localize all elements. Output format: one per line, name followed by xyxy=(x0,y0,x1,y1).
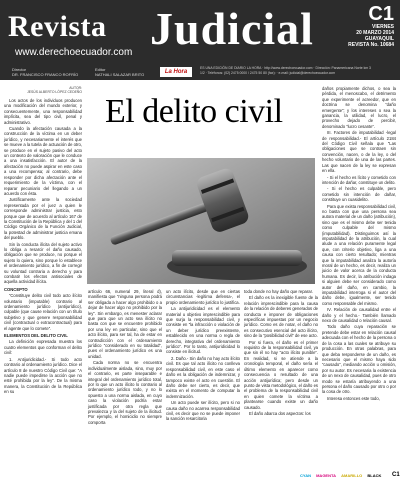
section-heading: ELEMENTOS DEL DELITO CIVIL xyxy=(4,333,68,339)
color-registration xyxy=(300,473,385,478)
masthead xyxy=(0,0,400,80)
paragraph: 2. Daño.- Sin daño no hay acto ilícito civil. Es que tal acto ilícito no conlleva responsabilidad civil, en este caso el daño es la obligación de indemnizar, y tampoco existe el acto en cuestión. El daño debe ser cierto, es decir, que exista en el momento de computar la indemnización. xyxy=(166,355,240,399)
paragraph: Por si fuera, el daño es el primer requisito de la responsabilidad civil, ya que sin él no hay “acto ilícito punible”. En realidad, si se atiende a la cronología temporal, el daño sería el último elemento en aparecer como consecuencia o resultado de una acción antijurídica; pero desde un punto de vista metodológico, el daño es el problema de la responsabilidad civil en quien comete la víctima a plantearse cuando existe un daño causado. xyxy=(244,339,318,410)
byline-label: AUTOR: xyxy=(69,86,82,90)
color-black: BLACK xyxy=(367,473,382,478)
brand-judicial: Judicial xyxy=(150,3,314,54)
paragraph: III. Factores de imputabilidad -legal de responsabilidad.- El artículo 2184 del Código Civil señala que “Las obligaciones que se contraen sin convención, nacen, o de la ley, o del hecho voluntario de una de las partes. Las que nacen de la ley se expresan en ella. xyxy=(322,130,396,174)
paragraph: El daño abarca dos aspectos: los xyxy=(249,410,311,416)
paragraph: Todo daño cuya reparación se pretende debe estar en relación causal adecuada con el hecho de la persona o de la cosa a las cuales se atribuye su producción. En otras palabras, para que deba responderse de un daño, es necesario que el mismo haya sido “causado”, mediando acción u omisión, por su autor. Es necesaria la existencia de un nexo de causalidad, pues de otro modo se estaría atribuyendo a una persona el daño causado por otro o por la cosa de otro. xyxy=(322,324,396,395)
page-label: C1 xyxy=(368,3,394,25)
color-cyan: CYAN xyxy=(300,473,311,478)
color-yellow: AMARILLO xyxy=(341,473,363,478)
edition-line: GUAYAQUIL xyxy=(364,36,394,42)
edition-info xyxy=(326,4,394,48)
article-column-1 xyxy=(4,86,82,396)
article-column-3 xyxy=(166,289,240,423)
paragraph: - Si el hecho es culpable, pero cometido sin intención de dañar, constituye un cuasidelito. xyxy=(322,186,396,203)
byline-author: JESÚS ALBERTO LÓPEZ CEDEÑO xyxy=(27,90,82,94)
paragraph: Justificamente ante la sociedad representada por el juez a quien le corresponde administrar justicia, esto porque que de acuerdo al artículo 167 de la Constitución de la República y del 1 del Código Orgánico de la Función Judicial, la potestad de administrar justicia emana del pueblo. xyxy=(4,197,82,241)
gavel-photo xyxy=(87,158,315,284)
edition-line: VIERNES xyxy=(372,24,394,30)
article-column-2 xyxy=(88,289,162,426)
credit-name: NATHALI SALAZAR BRITO xyxy=(95,72,145,77)
paragraph: Interesa entonces este todo, xyxy=(327,395,380,401)
paragraph: El daño es la inexigible fuente de la relación imprescindible para la causa de la relación de deberes generados de conducta e imponer de obligaciones específicas impuestas por un negocio jurídico. Como es de notar, el daño no es consecutivo esencial del acto ilícito, sino de la “posibilidad civil” de ese acto. xyxy=(244,295,318,339)
credit-director xyxy=(12,67,78,77)
color-magenta: MAGENTA xyxy=(316,473,337,478)
contact-info: ES UNA EDICIÓN DE DIARIO LA HORA · http://www.derechoecuador.com · Dirección: Panamericana Norte km 3 1/2 · Teléfonos: (02) 2475 0000 / 2475 50 80 (fax): · e-mail: judicial@derechoecuador.com xyxy=(200,66,371,75)
credit-role: Editor xyxy=(95,67,106,72)
article-column-4 xyxy=(244,289,318,417)
credit-name: DR. FRANCISCO FRANCO ROFRÍO xyxy=(12,72,79,77)
byline xyxy=(4,86,82,94)
paragraph: Un acto puede ser ilícito, pero si no causa daño no acarrea responsabilidad civil, es decir que no se puede imponer la sanción resarcitoria xyxy=(166,400,240,422)
paragraph: 1. Antijuridicidad.- Si todo acto contrario al ordenamiento jurídico. Dice el artículo 8 de nuestro Código Civil que: “A nadie puede impedirse la acción que no esté prohibida por la ley”. De la misma manera, la Constitución de la República en su xyxy=(4,356,82,395)
paragraph: “Constituye delito civil todo acto ilícito voluntario (imputable) contrario al ordenamiento jurídico (antijurídico), culpable (que cause relación con un título subjetivo y que genere responsabilidad civil (contractual o extracontractual) para el agente que lo comete”. xyxy=(4,293,82,331)
edition-line: REVISTA No. 10684 xyxy=(348,42,394,48)
section-heading: CONCEPTO xyxy=(4,286,28,292)
article-title: El delito civil xyxy=(105,93,283,130)
credits-bar xyxy=(0,66,400,80)
credit-role: Director xyxy=(12,67,27,72)
paragraph: Sin la conducta ilícita del sujeto activo lo obliga a resarcir el daño causado, obligación que se produce, no porque el sujeto lo quiera, sino porque lo establece el ordenamiento jurídico, a fin de corregir su voluntad contraria a derecho y para combatir los efectos antisociales de aquella actividad ilícita. xyxy=(4,241,82,285)
newspaper-logo: La Hora xyxy=(160,67,192,77)
paragraph: Cada norma no se encuentra individualmente aislada, sino, muy por el contrario, es parte inseparable e integral del ordenamiento jurídico total, por lo que un acto ilícito lo contrario al ordenamiento jurídico todo, y no lo opuesto a una norma aislada, en cuyo caso la violación podría estar justificada por otra regla que prevalezca y la del sujeto de la ilicitud. Por ejemplo, el homicidio no siempre comporta xyxy=(88,360,162,425)
article-column-5 xyxy=(322,86,396,402)
edition-line: 20 MARZO 2014 xyxy=(356,30,394,36)
paragraph: - Si el hecho es lícito y cometido con intención de dañar, constituye un delito. xyxy=(322,174,396,185)
paragraph: Los actos de los individuos producen una modificación del mundo exterior, y consecuentemente, una responsabilidad implícita, sea del tipo civil, penal y administrativo. xyxy=(4,98,82,125)
paragraph: IV. Relación de causalidad entre el daño y el hecho.- También llamado nexo de causalidad o relación causal. xyxy=(322,307,396,324)
brand-revista: Revista xyxy=(8,10,107,43)
footer-page-number: C1 xyxy=(392,472,400,478)
paragraph: Cuando la afectación causada a la construcción de la víctima en un deber jurídico, y necesariamente el interés que se mueve a la tutela de actuación de otro, se produce en el sujeto pasivo del acto un contexto de valoración que le conduce a una insatisfacción. El autor de la afectación no puede aspirar en este caso a una recompensa; al contrario, debe responder por dicha afectación ante el requerimiento de la víctima, con el reparar pecuniario del llegando a un acuerdo con ésta. xyxy=(4,126,82,196)
page-footer xyxy=(0,472,400,480)
paragraph: un acto ilícito, desde que en ciertas circunstancias -legítima defensa-, el propio ordenamiento jurídico lo justifica. xyxy=(166,289,240,305)
paragraph: La antijuridicidad es el elemento material u objetivo imprescindible para que surja la responsabilidad civil, y consiste en “la infracción o violación de un deber jurídico preexistente, establecido en una norma o regla de derecho, integrativa del ordenamiento jurídico”. Por lo tanto, antijuridicidad lo consiste en ilicitud. xyxy=(166,306,240,355)
credit-editor xyxy=(95,67,144,77)
paragraph: artículo 66, numeral 29, literal d), manifiesta que “ninguna persona podrá ser obligada a hacer algo prohibido o a dejar de hacer algo no prohibido por la ley”. Sin embargo, es menester aclarar que para que un acto sea ilícito no basta con que se encuentre prohibido por una ley en particular, sino que el acto ilícito, para ser tal, ha de estar en contradicción con el ordenamiento jurídico “considerado en su totalidad”, pues el ordenamiento jurídico es una unidad. xyxy=(88,289,162,359)
paragraph: toda donde no hay daño que reparar. xyxy=(244,289,313,294)
paragraph: daños propiamente dichos, o sea la pérdida, el menoscabo, el detrimento que experimente el acreedor, que en doctrina se denomina “daño emergente”; y los intereses o sea la ganancia, la utilidad, el lucro, el provecho dejado de percibir, denominado “lucro cesante”. xyxy=(322,86,396,129)
site-url[interactable]: www.derechoecuador.com xyxy=(15,47,133,58)
paragraph: La definición expresada muestra los cuatro elementos que conforman el delito civil: xyxy=(4,339,82,356)
paragraph: Para que exista responsabilidad civil, no basta con que una persona sea autora material de un daño (atribución), sino que es el mismo debe ser tenida como culpable del mismo (imputabilidad). Distinguimos así la imputabilidad de la atribución, la cual alude a una relación puramente legal que, con criterio objetivo, liga a una causa con cierto resultado; mientras que la imputabilidad analiza la autoría moral de un hecho, es decir, realiza un juicio de valor acerca de la conducta humana. Es decir, la atribución indaga si alguien debe ser considerado como autor del daño, en cambio, la imputabilidad interroga si el autor del daño debe, igualmente, ser tenido como responsable del mismo. xyxy=(322,203,396,306)
